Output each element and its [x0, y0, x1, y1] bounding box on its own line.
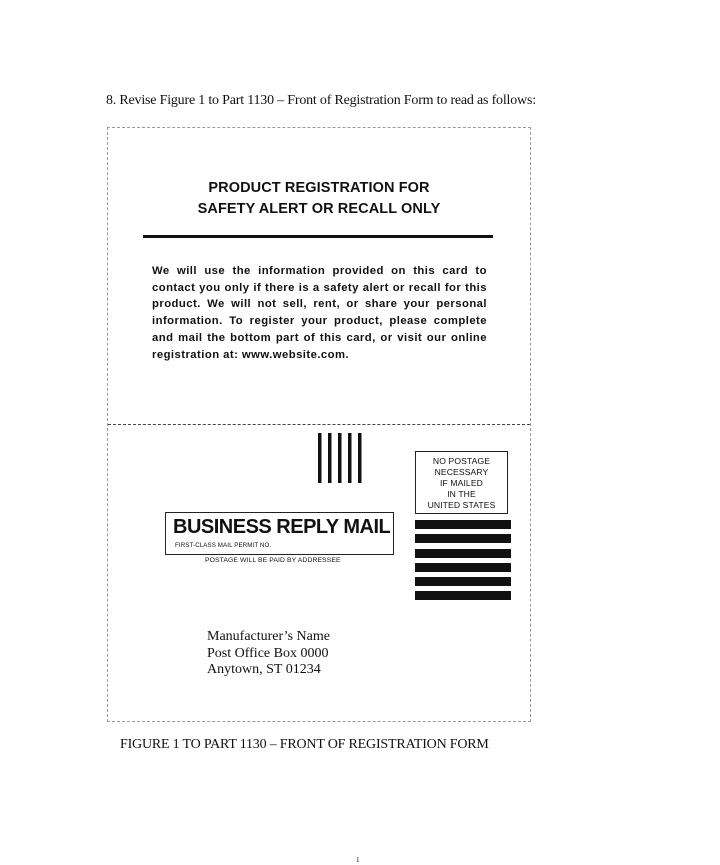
- horizontal-bars: [415, 520, 511, 606]
- business-reply-title: BUSINESS REPLY MAIL: [173, 516, 391, 538]
- address-line: Anytown, ST 01234: [207, 662, 321, 677]
- card-heading-line-2: SAFETY ALERT OR RECALL ONLY: [197, 201, 441, 217]
- figure-caption: FIGURE 1 TO PART 1130 – FRONT OF REGISTRATION FORM: [120, 737, 489, 752]
- registration-card-figure: [107, 127, 531, 722]
- horizontal-bar: [415, 577, 511, 586]
- tear-line: [108, 424, 530, 425]
- horizontal-bar: [415, 549, 511, 558]
- facing-identification-marks: [318, 433, 364, 483]
- postage-paid-line: POSTAGE WILL BE PAID BY ADDRESSEE: [205, 557, 341, 564]
- permit-line: FIRST-CLASS MAIL PERMIT NO.: [175, 542, 272, 549]
- horizontal-bar: [415, 563, 511, 572]
- intro-instruction: 8. Revise Figure 1 to Part 1130 – Front of Registration Form to read as follows:: [106, 93, 536, 108]
- postage-line: IF MAILED: [440, 478, 483, 488]
- mailing-address: [207, 629, 330, 679]
- horizontal-bar: [415, 520, 511, 529]
- card-heading-line-1: PRODUCT REGISTRATION FOR: [208, 180, 430, 196]
- address-line: Manufacturer’s Name: [207, 629, 330, 644]
- postage-line: IN THE: [447, 489, 476, 499]
- address-line: Post Office Box 0000: [207, 645, 329, 661]
- horizontal-bar: [415, 591, 511, 600]
- postage-line: UNITED STATES: [427, 500, 496, 510]
- no-postage-indicia: [415, 451, 508, 514]
- postage-line: NO POSTAGE: [432, 456, 491, 466]
- horizontal-bar: [415, 534, 511, 543]
- postage-line: NECESSARY: [434, 467, 489, 477]
- business-reply-mail-box: [165, 512, 394, 555]
- privacy-notice: We will use the information provided on this card to contact you only if there is a safety alert or recall for this product. We will not sell, rent, or share your personal information. To register your product, please complete and mail the bottom part of this card, or visit our online registration at: www.website.com.: [152, 265, 487, 361]
- heading-rule: [143, 235, 493, 238]
- page-number: 1: [356, 856, 360, 864]
